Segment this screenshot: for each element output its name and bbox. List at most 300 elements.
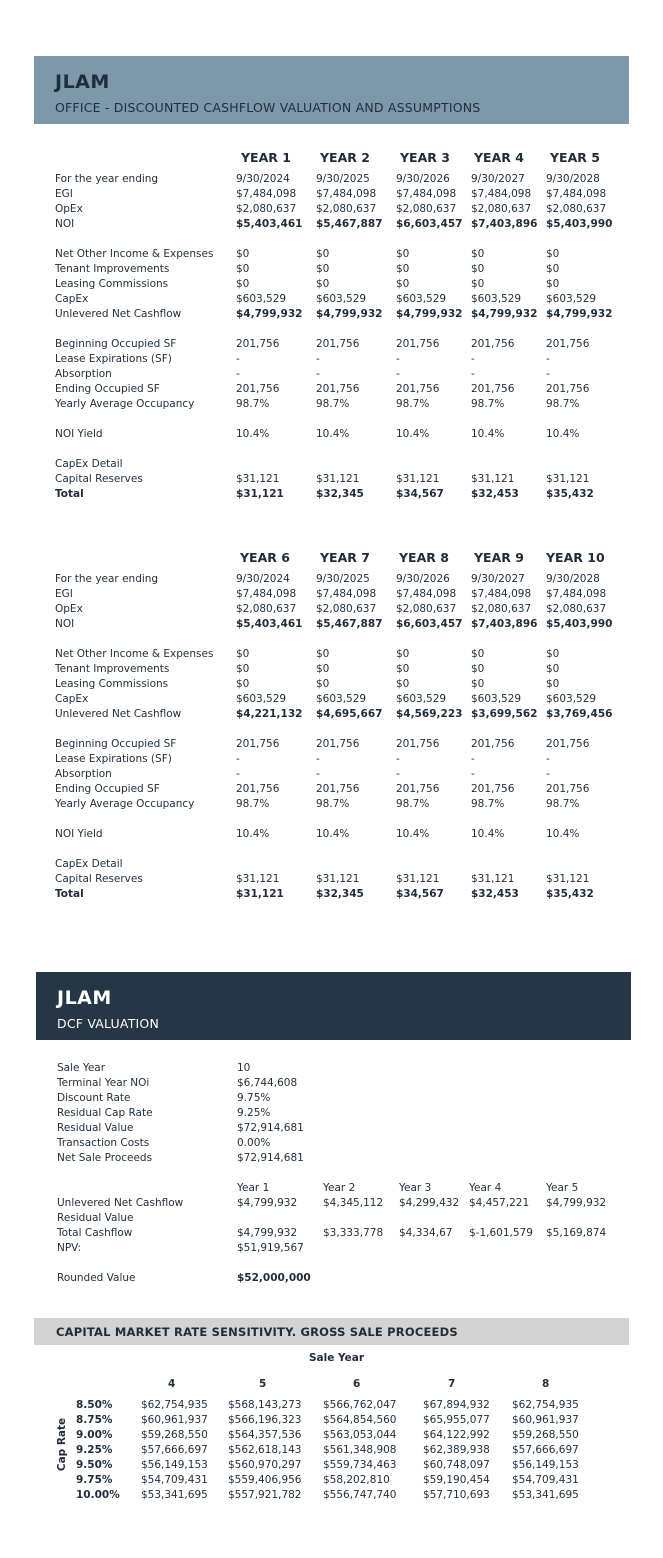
table-cell: $7,484,098	[546, 588, 607, 600]
cashflow-year-header: Year 4	[469, 1182, 502, 1194]
sensitivity-cell: $57,666,697	[141, 1444, 208, 1456]
cap-rate-label: 8.50%	[76, 1399, 113, 1411]
table-cell: 9/30/2025	[316, 173, 370, 185]
row-label: Tenant Improvements	[55, 663, 170, 675]
table-cell: 201,756	[396, 738, 440, 750]
table-cell: 10.4%	[396, 428, 430, 440]
cashflow-row-label: Total Cashflow	[57, 1227, 133, 1239]
table-cell: $0	[236, 248, 250, 260]
table-cell: $0	[316, 263, 330, 275]
dcf-value: $72,914,681	[237, 1122, 304, 1134]
table-cell: $4,799,932	[546, 308, 613, 320]
table-cell: 10.4%	[471, 428, 505, 440]
table-cell: $2,080,637	[236, 603, 297, 615]
table-cell: $0	[546, 678, 560, 690]
sensitivity-cell: $564,357,536	[228, 1429, 302, 1441]
sensitivity-cell: $62,754,935	[512, 1399, 579, 1411]
table-cell: $31,121	[236, 473, 280, 485]
sensitivity-cell: $566,196,323	[228, 1414, 302, 1426]
table-cell: $0	[396, 648, 410, 660]
row-label: Yearly Average Occupancy	[55, 398, 195, 410]
sensitivity-cell: $559,734,463	[323, 1459, 397, 1471]
table-cell: $4,799,932	[471, 308, 538, 320]
row-label: NOI Yield	[55, 828, 103, 840]
row-label: OpEx	[55, 203, 83, 215]
table-cell: 201,756	[316, 338, 360, 350]
table-cell: $31,121	[546, 473, 590, 485]
row-label: OpEx	[55, 603, 83, 615]
sensitivity-cell: $57,666,697	[512, 1444, 579, 1456]
table-cell: $0	[546, 263, 560, 275]
table-cell: $7,484,098	[471, 588, 532, 600]
company-title: JLAM	[55, 71, 110, 93]
table-cell: -	[471, 353, 475, 365]
dcf-label: Residual Cap Rate	[57, 1107, 153, 1119]
cashflow-year-header: Year 5	[546, 1182, 579, 1194]
table-cell: $31,121	[396, 473, 440, 485]
table-cell: $7,484,098	[316, 188, 377, 200]
row-label: Yearly Average Occupancy	[55, 798, 195, 810]
row-label: Unlevered Net Cashflow	[55, 708, 182, 720]
table-cell: $603,529	[236, 293, 287, 305]
sensitivity-cell: $62,389,938	[423, 1444, 490, 1456]
table-cell: 98.7%	[546, 398, 580, 410]
table-cell: $31,121	[396, 873, 440, 885]
table-cell: -	[546, 368, 550, 380]
table-cell: $4,695,667	[316, 708, 383, 720]
row-label: CapEx Detail	[55, 858, 123, 870]
year-header: YEAR 3	[400, 150, 450, 165]
sensitivity-title: CAPITAL MARKET RATE SENSITIVITY. GROSS SALE PROCEEDS	[56, 1325, 458, 1339]
cashflow-cell: $4,345,112	[323, 1197, 384, 1209]
table-cell: $7,484,098	[236, 188, 297, 200]
table-cell: $5,403,461	[236, 218, 303, 230]
sensitivity-cell: $58,202,810	[323, 1474, 390, 1486]
sensitivity-cell: $60,961,937	[512, 1414, 579, 1426]
year-header: YEAR 6	[240, 550, 290, 565]
table-cell: -	[236, 368, 240, 380]
cap-rate-label: 9.50%	[76, 1459, 113, 1471]
table-cell: 10.4%	[546, 828, 580, 840]
table-cell: 201,756	[236, 738, 280, 750]
row-label: Capital Reserves	[55, 473, 143, 485]
row-label: NOI	[55, 618, 75, 630]
sensitivity-cell: $560,970,297	[228, 1459, 302, 1471]
table-cell: -	[316, 368, 320, 380]
table-cell: $603,529	[546, 293, 597, 305]
table-cell: $0	[316, 678, 330, 690]
row-label: Lease Expirations (SF)	[55, 753, 172, 765]
table-cell: 10.4%	[236, 828, 270, 840]
table-cell: -	[546, 753, 550, 765]
table-cell: 98.7%	[396, 798, 430, 810]
table-cell: $0	[471, 648, 485, 660]
row-label: CapEx Detail	[55, 458, 123, 470]
sensitivity-cell: $54,709,431	[512, 1474, 579, 1486]
row-label: Net Other Income & Expenses	[55, 248, 214, 260]
dcf-value: 9.75%	[237, 1092, 271, 1104]
table-cell: $0	[316, 278, 330, 290]
table-cell: $0	[396, 248, 410, 260]
table-cell: 201,756	[471, 738, 515, 750]
cashflow-cell: $4,799,932	[546, 1197, 607, 1209]
table-cell: $603,529	[316, 693, 367, 705]
table-cell: 201,756	[236, 783, 280, 795]
dcf-label: Terminal Year NOi	[57, 1077, 150, 1089]
year-header: YEAR 5	[550, 150, 600, 165]
table-cell: $31,121	[471, 473, 515, 485]
year-header: YEAR 10	[546, 550, 605, 565]
table-cell: 201,756	[471, 338, 515, 350]
cap-rate-label: 9.00%	[76, 1429, 113, 1441]
table-cell: $7,484,098	[236, 588, 297, 600]
cashflow-year-header: Year 3	[399, 1182, 432, 1194]
row-label: Beginning Occupied SF	[55, 338, 177, 350]
table-cell: $31,121	[546, 873, 590, 885]
row-label: CapEx	[55, 693, 89, 705]
dcf-label: Transaction Costs	[57, 1137, 150, 1149]
table-cell: $603,529	[471, 293, 522, 305]
cashflow-cell: $4,799,932	[237, 1227, 298, 1239]
table-cell: $0	[396, 278, 410, 290]
row-label: Ending Occupied SF	[55, 783, 160, 795]
cap-rate-label: 10.00%	[76, 1489, 120, 1501]
table-cell: 10.4%	[316, 828, 350, 840]
table-cell: $6,603,457	[396, 618, 463, 630]
dcf-label: Residual Value	[57, 1122, 134, 1134]
sensitivity-cell: $556,747,740	[323, 1489, 397, 1501]
table-cell: $2,080,637	[546, 203, 607, 215]
row-label: Leasing Commissions	[55, 678, 169, 690]
sensitivity-cell: $53,341,695	[512, 1489, 579, 1501]
cap-rate-axis-label: Cap Rate	[56, 1417, 69, 1472]
table-cell: -	[396, 353, 400, 365]
table-cell: $5,403,461	[236, 618, 303, 630]
row-label: Ending Occupied SF	[55, 383, 160, 395]
table-cell: $0	[471, 663, 485, 675]
table-cell: $603,529	[316, 293, 367, 305]
dcf-label: Discount Rate	[57, 1092, 131, 1104]
table-cell: 201,756	[471, 783, 515, 795]
table-cell: $0	[546, 248, 560, 260]
table-cell: 98.7%	[316, 798, 350, 810]
cashflow-cell: $4,334,67	[399, 1227, 453, 1239]
sensitivity-cell: $65,955,077	[423, 1414, 490, 1426]
table-cell: $0	[316, 663, 330, 675]
rounded-value: $52,000,000	[237, 1272, 311, 1284]
table-cell: 9/30/2024	[236, 573, 290, 585]
table-cell: 9/30/2024	[236, 173, 290, 185]
sensitivity-cell: $53,341,695	[141, 1489, 208, 1501]
table-cell: -	[236, 353, 240, 365]
cashflow-cell: $5,169,874	[546, 1227, 607, 1239]
table-cell: 201,756	[316, 738, 360, 750]
sale-year-header: 4	[168, 1378, 176, 1390]
table-cell: $3,769,456	[546, 708, 613, 720]
sensitivity-cell: $559,406,956	[228, 1474, 302, 1486]
row-label: Beginning Occupied SF	[55, 738, 177, 750]
table-cell: $4,799,932	[316, 308, 383, 320]
cashflow-row-label: Unlevered Net Cashflow	[57, 1197, 184, 1209]
row-label: Net Other Income & Expenses	[55, 648, 214, 660]
sensitivity-cell: $562,618,143	[228, 1444, 302, 1456]
table-cell: 201,756	[546, 783, 590, 795]
sensitivity-cell: $563,053,044	[323, 1429, 397, 1441]
table-cell: $2,080,637	[316, 603, 377, 615]
sensitivity-cell: $60,961,937	[141, 1414, 208, 1426]
cashflow-year-header: Year 2	[323, 1182, 356, 1194]
table-cell: 201,756	[316, 783, 360, 795]
dcf-value: $72,914,681	[237, 1152, 304, 1164]
dcf-value: $6,744,608	[237, 1077, 298, 1089]
table-cell: 9/30/2028	[546, 173, 600, 185]
sensitivity-cell: $59,268,550	[141, 1429, 208, 1441]
table-cell: 9/30/2027	[471, 173, 525, 185]
table-cell: $7,403,896	[471, 618, 538, 630]
row-label: Total	[55, 488, 84, 500]
table-cell: $32,345	[316, 888, 364, 900]
section-subtitle: DCF VALUATION	[57, 1016, 160, 1031]
table-cell: 9/30/2026	[396, 173, 450, 185]
table-cell: $0	[236, 678, 250, 690]
table-cell: $7,484,098	[471, 188, 532, 200]
sensitivity-cell: $60,748,097	[423, 1459, 490, 1471]
table-cell: 98.7%	[236, 398, 270, 410]
year-header: YEAR 7	[320, 550, 370, 565]
table-cell: $0	[236, 263, 250, 275]
table-cell: 9/30/2027	[471, 573, 525, 585]
table-cell: $2,080,637	[316, 203, 377, 215]
table-cell: $0	[236, 663, 250, 675]
row-label: NOI Yield	[55, 428, 103, 440]
row-label: CapEx	[55, 293, 89, 305]
table-cell: 9/30/2025	[316, 573, 370, 585]
row-label: Unlevered Net Cashflow	[55, 308, 182, 320]
table-cell: $603,529	[236, 693, 287, 705]
table-cell: 98.7%	[546, 798, 580, 810]
table-cell: 9/30/2026	[396, 573, 450, 585]
row-label: Lease Expirations (SF)	[55, 353, 172, 365]
year-header: YEAR 1	[241, 150, 291, 165]
table-cell: $2,080,637	[396, 203, 457, 215]
table-cell: $2,080,637	[236, 203, 297, 215]
table-cell: 201,756	[396, 383, 440, 395]
table-cell: 10.4%	[316, 428, 350, 440]
row-label: NOI	[55, 218, 75, 230]
table-cell: 201,756	[546, 738, 590, 750]
table-cell: $34,567	[396, 888, 444, 900]
table-cell: $0	[471, 678, 485, 690]
cashflow-cell: $4,457,221	[469, 1197, 530, 1209]
table-cell: $7,403,896	[471, 218, 538, 230]
row-label: Absorption	[55, 768, 112, 780]
table-cell: 201,756	[471, 383, 515, 395]
table-cell: $5,467,887	[316, 218, 383, 230]
table-cell: $6,603,457	[396, 218, 463, 230]
page-subtitle: OFFICE - DISCOUNTED CASHFLOW VALUATION AND ASSUMPTIONS	[55, 100, 481, 115]
sale-year-axis-label: Sale Year	[309, 1352, 365, 1364]
table-cell: $4,221,132	[236, 708, 303, 720]
table-cell: $603,529	[396, 293, 447, 305]
table-cell: $5,403,990	[546, 218, 613, 230]
table-cell: $4,799,932	[236, 308, 303, 320]
sensitivity-cell: $62,754,935	[141, 1399, 208, 1411]
table-cell: -	[396, 753, 400, 765]
header-banner-dcf	[36, 972, 631, 1040]
table-cell: -	[236, 768, 240, 780]
table-cell: -	[316, 768, 320, 780]
cap-rate-label: 8.75%	[76, 1414, 113, 1426]
year-header: YEAR 4	[474, 150, 524, 165]
table-cell: $32,453	[471, 488, 519, 500]
sensitivity-cell: $566,762,047	[323, 1399, 397, 1411]
cashflow-cell: $4,799,932	[237, 1197, 298, 1209]
table-cell: -	[316, 753, 320, 765]
sensitivity-cell: $568,143,273	[228, 1399, 302, 1411]
sensitivity-cell: $59,268,550	[512, 1429, 579, 1441]
table-cell: 201,756	[236, 383, 280, 395]
table-cell: $0	[546, 278, 560, 290]
table-cell: $0	[471, 278, 485, 290]
sale-year-header: 6	[353, 1378, 361, 1390]
table-cell: 201,756	[546, 338, 590, 350]
table-cell: $31,121	[236, 873, 280, 885]
table-cell: 98.7%	[471, 798, 505, 810]
rounded-value-label: Rounded Value	[57, 1272, 136, 1284]
table-cell: $5,467,887	[316, 618, 383, 630]
dcf-value: 10	[237, 1062, 251, 1074]
table-cell: $34,567	[396, 488, 444, 500]
cashflow-row-label: Residual Value	[57, 1212, 134, 1224]
table-cell: $0	[396, 263, 410, 275]
sensitivity-cell: $557,921,782	[228, 1489, 302, 1501]
table-cell: -	[471, 768, 475, 780]
table-cell: 98.7%	[236, 798, 270, 810]
sensitivity-cell: $59,190,454	[423, 1474, 490, 1486]
row-label: For the year ending	[55, 573, 159, 585]
table-cell: $0	[316, 248, 330, 260]
table-cell: $31,121	[316, 873, 360, 885]
row-label: Total	[55, 888, 84, 900]
table-cell: -	[471, 368, 475, 380]
year-header: YEAR 2	[320, 150, 370, 165]
table-cell: $35,432	[546, 888, 594, 900]
table-cell: $32,453	[471, 888, 519, 900]
table-cell: $0	[396, 663, 410, 675]
dcf-label: Net Sale Proceeds	[57, 1152, 153, 1164]
table-cell: $31,121	[236, 888, 284, 900]
row-label: EGI	[55, 188, 73, 200]
table-cell: 10.4%	[396, 828, 430, 840]
row-label: EGI	[55, 588, 73, 600]
table-cell: 9/30/2028	[546, 573, 600, 585]
table-cell: $0	[236, 278, 250, 290]
table-cell: -	[546, 768, 550, 780]
table-cell: $0	[471, 248, 485, 260]
sensitivity-title-bar	[34, 1318, 629, 1345]
table-cell: 98.7%	[396, 398, 430, 410]
cashflow-cell: $-1,601,579	[469, 1227, 533, 1239]
cap-rate-label: 9.25%	[76, 1444, 113, 1456]
table-cell: $35,432	[546, 488, 594, 500]
table-cell: $31,121	[471, 873, 515, 885]
table-cell: $0	[396, 678, 410, 690]
table-cell: -	[316, 353, 320, 365]
table-cell: $2,080,637	[471, 603, 532, 615]
table-cell: $31,121	[316, 473, 360, 485]
table-cell: $7,484,098	[396, 588, 457, 600]
cashflow-year-header: Year 1	[237, 1182, 270, 1194]
year-header: YEAR 8	[399, 550, 449, 565]
sensitivity-cell: $56,149,153	[141, 1459, 208, 1471]
table-cell: -	[546, 353, 550, 365]
table-cell: 201,756	[396, 338, 440, 350]
row-label: Leasing Commissions	[55, 278, 169, 290]
year-header: YEAR 9	[474, 550, 524, 565]
table-cell: -	[396, 368, 400, 380]
cashflow-cell: $4,299,432	[399, 1197, 460, 1209]
table-cell: $0	[546, 663, 560, 675]
table-cell: 201,756	[316, 383, 360, 395]
table-cell: 201,756	[236, 338, 280, 350]
table-cell: $2,080,637	[546, 603, 607, 615]
sensitivity-cell: $57,710,693	[423, 1489, 490, 1501]
table-cell: $4,799,932	[396, 308, 463, 320]
sensitivity-cell: $54,709,431	[141, 1474, 208, 1486]
company-title-2: JLAM	[57, 987, 112, 1009]
table-cell: -	[396, 768, 400, 780]
table-cell: $603,529	[471, 693, 522, 705]
table-cell: $5,403,990	[546, 618, 613, 630]
table-cell: $7,484,098	[396, 188, 457, 200]
dcf-value: 0.00%	[237, 1137, 271, 1149]
table-cell: $0	[546, 648, 560, 660]
table-cell: $0	[316, 648, 330, 660]
table-cell: $603,529	[546, 693, 597, 705]
table-cell: 98.7%	[316, 398, 350, 410]
table-cell: $2,080,637	[396, 603, 457, 615]
table-cell: $31,121	[236, 488, 284, 500]
sensitivity-cell: $64,122,992	[423, 1429, 490, 1441]
sensitivity-cell: $67,894,932	[423, 1399, 490, 1411]
table-cell: 10.4%	[546, 428, 580, 440]
table-cell: $3,699,562	[471, 708, 538, 720]
table-cell: 10.4%	[236, 428, 270, 440]
table-cell: 201,756	[546, 383, 590, 395]
row-label: Absorption	[55, 368, 112, 380]
sale-year-header: 5	[259, 1378, 267, 1390]
table-cell: $7,484,098	[546, 188, 607, 200]
table-cell: $4,569,223	[396, 708, 463, 720]
sensitivity-cell: $56,149,153	[512, 1459, 579, 1471]
dcf-value: 9.25%	[237, 1107, 271, 1119]
table-cell: $2,080,637	[471, 203, 532, 215]
row-label: Tenant Improvements	[55, 263, 170, 275]
table-cell: 98.7%	[471, 398, 505, 410]
row-label: Capital Reserves	[55, 873, 143, 885]
sale-year-header: 7	[448, 1378, 456, 1390]
table-cell: -	[471, 753, 475, 765]
table-cell: 10.4%	[471, 828, 505, 840]
table-cell: $32,345	[316, 488, 364, 500]
dcf-label: Sale Year	[57, 1062, 106, 1074]
sensitivity-cell: $564,854,560	[323, 1414, 397, 1426]
table-cell: $0	[471, 263, 485, 275]
table-cell: -	[236, 753, 240, 765]
cap-rate-label: 9.75%	[76, 1474, 113, 1486]
table-cell: $603,529	[396, 693, 447, 705]
table-cell: $0	[236, 648, 250, 660]
